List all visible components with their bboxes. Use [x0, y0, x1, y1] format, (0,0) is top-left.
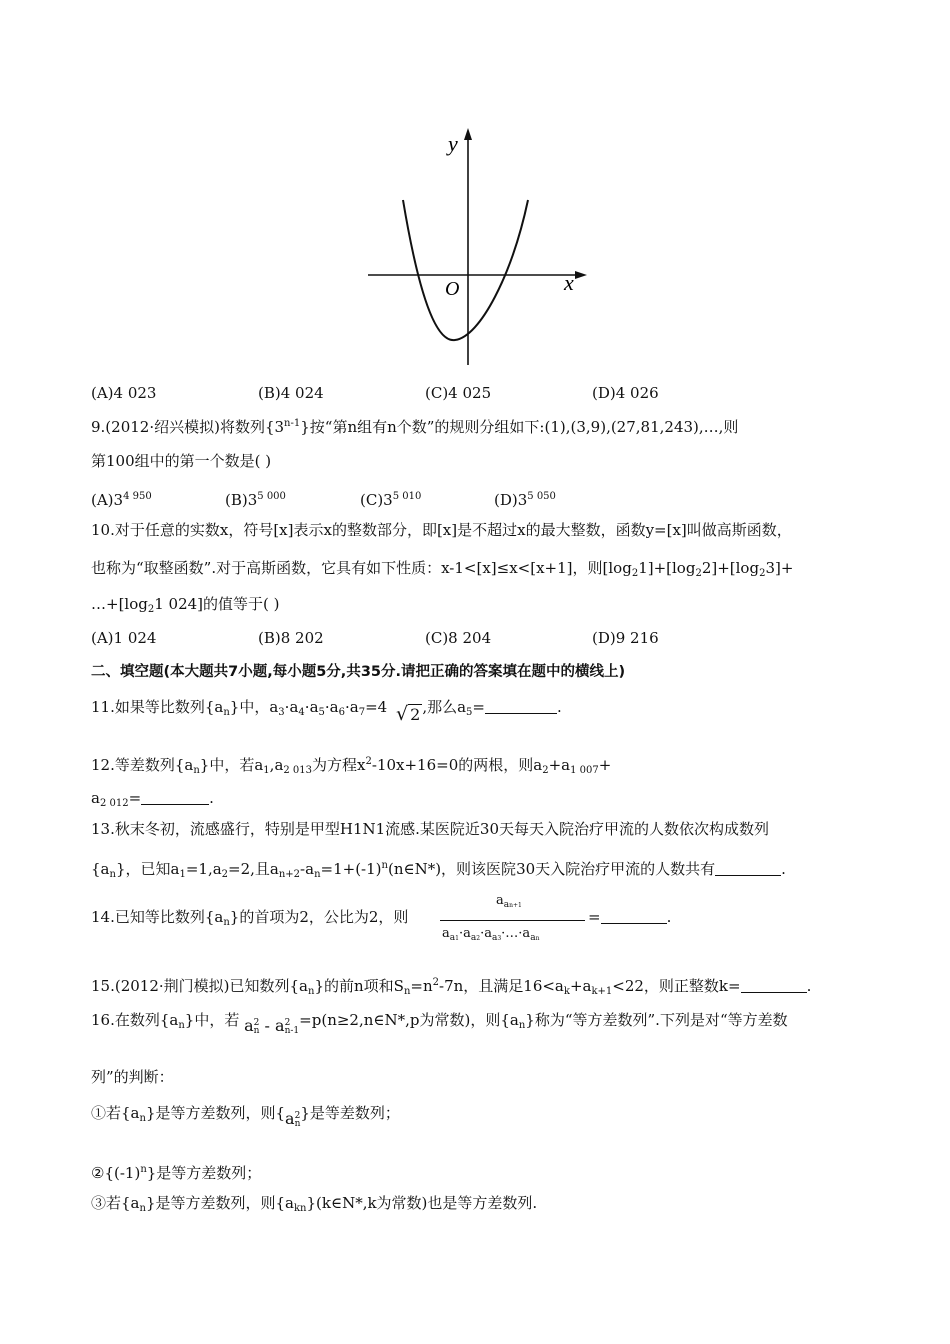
q10-option-c: (C)8 204: [425, 629, 492, 647]
q11-line: 11.如果等比数列$\{a_n\}$中，$a_3\cdot a_4\cdot a_5\cdot a_6\cdot a_7=4$ √ 2 ,那么$a_5=$ .: [91, 698, 562, 725]
q13-line-1: 13.秋末冬初，流感盛行，特别是甲型H1N1流感.某医院近30天每天入院治疗甲流的人数依次构成数列: [91, 820, 770, 838]
q9-option-d: $(D)3^{5 050}$: [494, 491, 556, 509]
q14-numerator: $a_{an+1}$: [496, 893, 522, 910]
q14-fraction-bar: [440, 920, 585, 921]
q10-line-3: $\dots+[\log_21$ 024]的值等于( ): [91, 595, 280, 615]
origin-label: O: [445, 278, 460, 300]
q15-line: 15.(2012·荆门模拟)已知数列$\{a_n\}$的前n项和$S_n=n^2-7n$，且满足$16<a_k+a_{k+1}<22$，则正整数k= .: [91, 977, 812, 997]
q12-line-2: $a_{2 012}=$ .: [91, 789, 214, 809]
q16-item-3: ③若$\{a_n\}$是等方差数列，则$\{a_{kn}\}(k\in N*,k$为常数)也是等方差数列.: [91, 1194, 538, 1214]
q14-denominator: $a_{a1}\cdot a_{a2}\cdot a_{a3}\cdot\dots\cdot a_{an}$: [442, 926, 540, 943]
x-axis-arrow: [575, 271, 587, 279]
q14-answer-blank[interactable]: [601, 909, 667, 924]
q14-fraction: [440, 893, 585, 948]
q9-line-1: 9.(2012·绍兴模拟)将数列{3$^{n-1}$}按“第n组有n个数”的规则分组如下:(1),(3,9),(27,81,243),…,则: [91, 418, 739, 436]
q8-option-b: (B)4 024: [258, 384, 324, 402]
q14-line: 14.已知等比数列$\{a_n\}$的首项为2，公比为2，则: [91, 908, 409, 928]
q14-answer-area: = .: [588, 908, 672, 926]
parabola-graph: [360, 125, 600, 370]
q10-line-1: 10.对于任意的实数x，符号[x]表示x的整数部分，即[x]是不超过x的最大整数，函数y=[x]叫做高斯函数，: [91, 521, 792, 539]
q10-option-a: (A)1 024: [91, 629, 157, 647]
q8-option-c: (C)4 025: [425, 384, 492, 402]
q13-answer-blank[interactable]: [715, 861, 781, 876]
q16-item-2: $②\{(-1)^n\}$是等方差数列；: [91, 1164, 262, 1182]
parabola-curve: [403, 200, 528, 340]
q11-answer-blank[interactable]: [485, 699, 557, 714]
q10-option-b: (B)8 202: [258, 629, 324, 647]
q12-answer-blank[interactable]: [141, 790, 209, 805]
q9-line-2: 第100组中的第一个数是( ): [91, 452, 272, 470]
q12-line-1: 12.等差数列$\{a_n\}$中，若$a_1,a_{2 013}$为方程$x^2-10x+16=0$的两根，则$a_2+a_{1 007}+$: [91, 756, 612, 776]
x-axis-label: x: [564, 270, 574, 295]
q8-option-d: (D)4 026: [592, 384, 659, 402]
section-2-heading: 二、填空题(本大题共7小题,每小题5分,共35分.请把正确的答案填在题中的横线上): [91, 664, 626, 680]
q9-option-b: $(B)3^{5 000}$: [225, 491, 286, 509]
q9-option-a: $(A)3^{4 950}$: [91, 491, 152, 509]
q8-option-a: (A)4 023: [91, 384, 157, 402]
q10-option-d: (D)9 216: [592, 629, 659, 647]
y-axis-arrow: [464, 128, 472, 140]
q16-line-2: 列”的判断：: [91, 1068, 174, 1086]
sqrt-sign: √ 2: [396, 703, 421, 725]
q13-line-2: $\{a_n\}$，已知$a_1=1,a_2=2$,且$a_{n+2}-a_n=1+(-1)^n(n\in N*)$，则该医院30天入院治疗甲流的人数共有 .: [91, 860, 786, 880]
q10-line-2: 也称为“取整函数”.对于高斯函数，它具有如下性质：x-1<[x]≤x<[x+1]，则$[\log_21]+[\log_22]+[\log_23]+$: [91, 559, 794, 579]
q15-answer-blank[interactable]: [741, 978, 807, 993]
y-axis-label: y: [448, 131, 458, 156]
q16-formula: a2 n - a2 n-1: [244, 1016, 300, 1036]
q16-item-1-formula: a2 n: [285, 1109, 301, 1129]
q16-item-1: ①若$\{a_n\}$是等方差数列，则{a2 n}是等差数列；: [91, 1104, 400, 1129]
q9-option-c: $(C)3^{5 010}$: [360, 491, 422, 509]
q16-line-1: 16.在数列$\{a_n\}$中，若 a2 n - a2 n-1=p(n≥2,n∈N*,p为常数)，则$\{a_n\}$称为“等方差数列”.下列是对“等方差数: [91, 1011, 788, 1036]
